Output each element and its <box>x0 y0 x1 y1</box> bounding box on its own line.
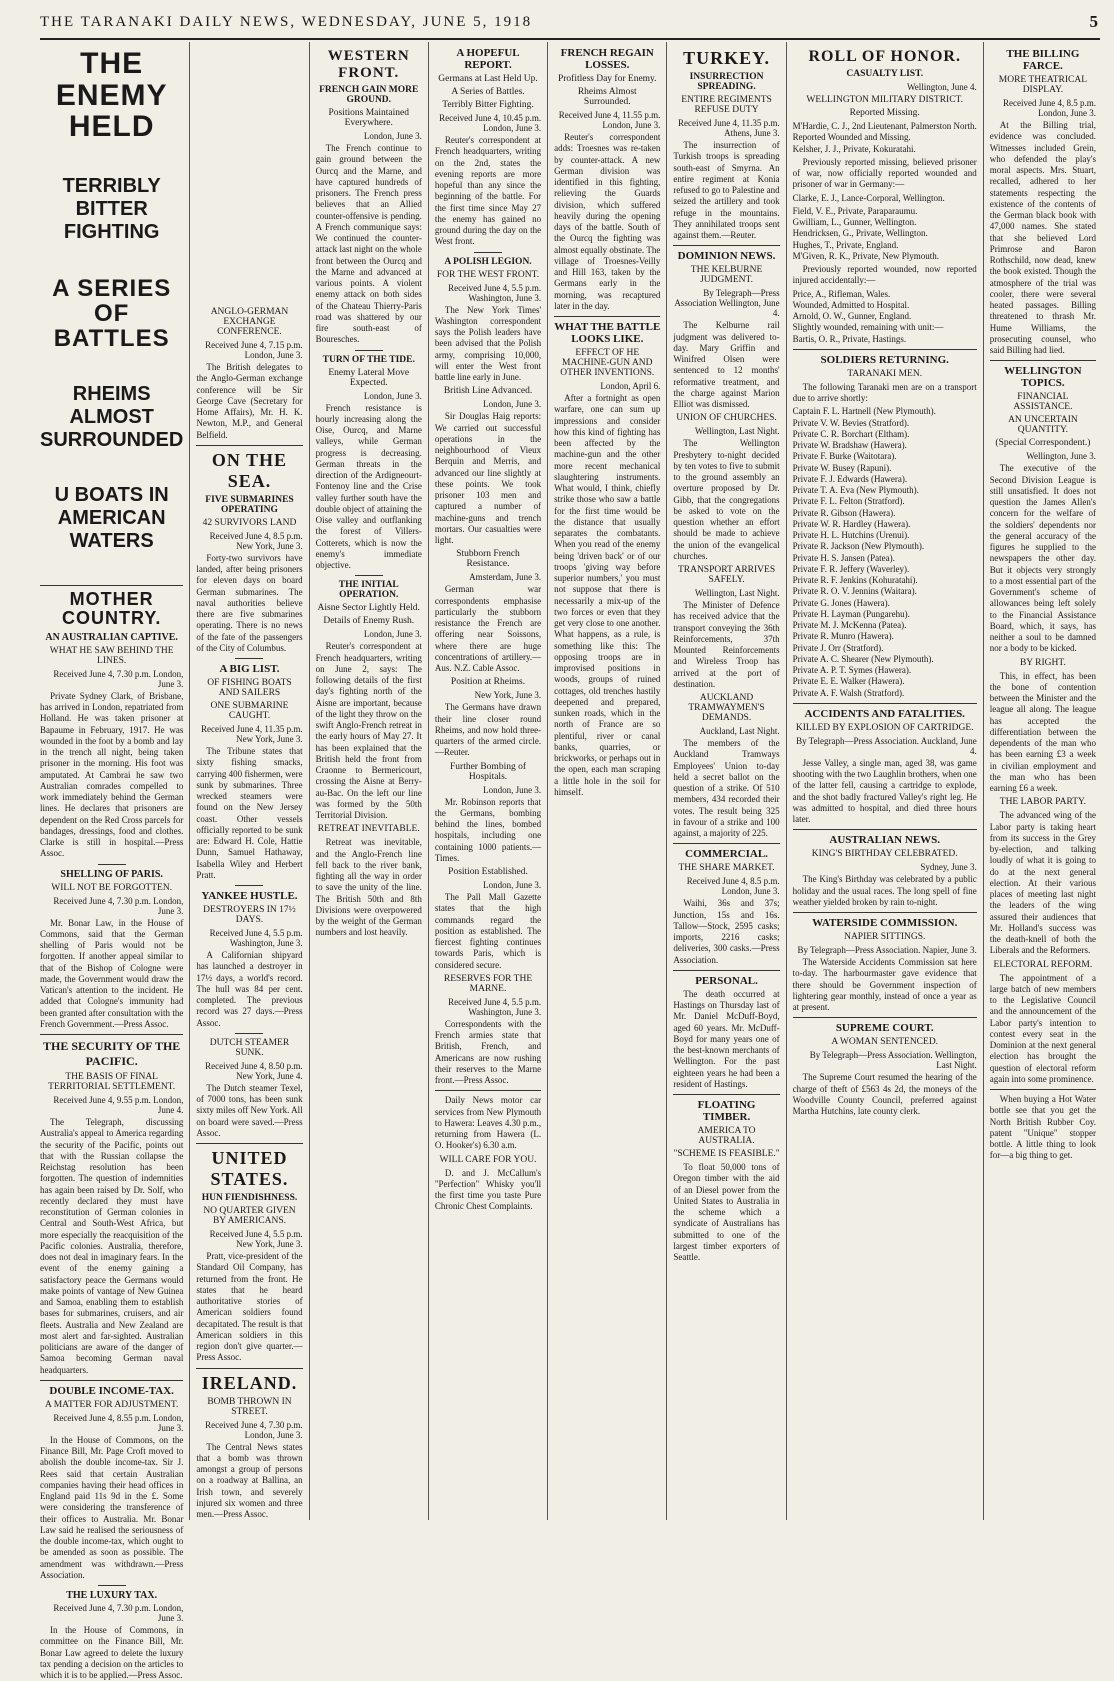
income-body: In the House of Commons, on the Finance Bill, Mr. Page Croft moved to abolish the double income-tax. Sir J. Rees said that certain Australian companies having their head offices in England paid 11s 9d in the £. Some were considering the transference of their offices to Australia. Mr. Bonar Law said he realised the seriousness of the double income-tax, which ought to be amended as soon as possible. The amendment was withdrawn.—Press Association. <box>40 1434 184 1580</box>
supreme-subhead: A WOMAN SENTENCED. <box>831 1037 939 1048</box>
labor-headline: THE LABOR PARTY. <box>999 797 1087 808</box>
tram-body: The members of the Auckland Tramways Employees' Union to-day held a secret ballot on the question of a strike. Of 510 members, 434 recorded their votes. The result being 325 in favour of a strike and 100 against, a majority of 225. <box>673 738 780 838</box>
list-item: Reported Wounded and Missing. <box>792 132 911 143</box>
list-item: Private H. Layman (Pungarehu). <box>792 608 910 619</box>
electoral-headline: ELECTORAL REFORM. <box>993 959 1093 970</box>
hopeful-headline: A HOPEFUL REPORT. <box>456 47 520 71</box>
us-body: Pratt, vice-president of the Standard Oil Company, has returned from the front. He states that he heard authoritative stories of American soldiers found decapitated. The result is that American soldiers in this region don't give quarter.—Press Assoc. <box>196 1251 303 1363</box>
polish-subhead: FOR THE WEST FRONT. <box>436 269 540 280</box>
sea-subhead: FIVE SUBMARINES OPERATING <box>205 494 294 515</box>
waterside-dateline: By Telegraph—Press Association. Napier, June 3. <box>797 945 977 955</box>
list-item: Private R. O. V. Jennins (Waitara). <box>792 586 917 597</box>
page-number: 5 <box>1089 12 1100 31</box>
column-5 <box>547 42 666 1520</box>
electoral-body: The appointment of a large batch of new members to the Legislative Council and the announcement of the Labor party's intention to contest every seat in the Dominion at the next general election has brought the question of electoral reform again into some prominence. <box>989 972 1097 1084</box>
yankee-dateline: Received June 4, 5.5 p.m. Washington, June 3. <box>209 928 303 948</box>
topics-correspondent: (Special Correspondent.) <box>995 438 1091 449</box>
polish-headline: A POLISH LEGION. <box>444 256 532 267</box>
timber-body: To float 50,000 tons of Oregon timber with the aid of an Diesel power from the United States to Australia in the scheme which a syndicate of Australians has submitted to one of the largest timber exporters of Seattle. <box>673 1162 780 1262</box>
kelburne-dateline: By Telegraph—Press Association Wellington, June 4. <box>674 288 780 319</box>
shelling-dateline: Received June 4, 7.30 p.m. London, June 3. <box>53 895 184 916</box>
initial-headline: THE INITIAL OPERATION. <box>338 580 399 601</box>
income-dateline: Received June 4, 8.55 p.m. London, June 3. <box>53 1412 184 1433</box>
hopeful-body: Reuter's correspondent at French headquarters, writing on the 2nd, states the evening reports are more hopeful than any since the beginning of the battle. For the first time since May 27 the enemy has gained no ground during the day on the West front. <box>434 135 542 247</box>
turkey-subhead: INSURRECTION SPREADING. <box>689 72 764 92</box>
transport-body: The Minister of Defence has received advice that the transport conveying the 36th Reinforcements, 37th Mounted Reinforcements and Wireless Troop has arrived at the port of destination. <box>673 600 780 689</box>
stubborn-body: German war correspondents emphasise particularly the stubborn resistance the French are offering near Soissons, where there are huge concentrations of artillery.—Aus. N.Z. Cable Assoc. <box>434 584 542 673</box>
income-subhead: A MATTER FOR ADJUSTMENT. <box>44 1399 179 1410</box>
masthead-title: THE TARANAKI DAILY NEWS, WEDNESDAY, JUNE 5, 1918 <box>40 13 533 30</box>
list-item: Private W. R. Hardley (Hawera). <box>792 518 911 529</box>
prisoners-list <box>793 193 977 204</box>
personal-headline: PERSONAL. <box>695 974 758 987</box>
share-market-dateline: Received June 4, 8.5 p.m. London, June 3. <box>686 876 780 897</box>
prisoners-text: Previously reported missing, believed prisoner of war, now officially reported wounded and prisoner of war in Germany:— <box>792 156 977 190</box>
list-item: Private A. P. T. Symes (Hawera). <box>792 665 912 675</box>
list-item: Clarke, E. J., Lance-Corporal, Wellington. <box>792 192 945 203</box>
pacific-headline: THE SECURITY OF THE PACIFIC. <box>43 1039 181 1069</box>
churches-dateline: Wellington, Last Night. <box>694 426 780 437</box>
advert-body-2: D. and J. McCallum's "Perfection" Whisky you'll the first time you taste Pure Chronic Chest Complaints. <box>434 1167 542 1212</box>
commercial-headline: COMMERCIAL. <box>685 848 768 861</box>
roll-of-honor-headline: ROLL OF HONOR. <box>808 48 961 65</box>
waterside-body: The Waterside Accidents Commission sat here to-day. The harbourmaster gave evidence that there should be Government inspection of lightering gear monthly, instead of once a year as at present. <box>792 957 977 1012</box>
western-front-headline: WESTERN FRONT. <box>327 48 410 81</box>
western-front-subhead-2: Positions Maintained Everywhere. <box>328 108 409 128</box>
established-dateline: London, June 3. <box>483 880 542 890</box>
labor-body: The advanced wing of the Labor party is taking heart from its success in the Grey by-election, and talking loudly of what it is going to do at the next general election. At their various places of meeting last night the leaders of the wing assured their audiences that Mr. Holland's success was the death-knell of both the Liberals and the Reformers. <box>989 810 1097 956</box>
list-item: Private F. J. Edwards (Hawera). <box>792 473 908 484</box>
lead-deck-2: A SERIES OF BATTLES <box>52 274 172 352</box>
aus-subhead: KING'S BIRTHDAY CELEBRATED. <box>811 849 958 860</box>
yankee-subhead: DESTROYERS IN 17½ DAYS. <box>203 905 296 925</box>
turkey-headline: TURKEY. <box>683 48 770 68</box>
list-item: Private R. Jackson (New Plymouth). <box>792 541 925 552</box>
established-headline: Position Established. <box>448 867 528 877</box>
column-2 <box>189 42 308 1520</box>
list-item: Private J. Orr (Stratford). <box>792 642 884 653</box>
list-item: Private F. L. Felton (Stratford). <box>792 496 905 507</box>
masthead <box>40 8 1100 36</box>
turkey-dateline: Received June 4, 11.35 p.m. Athens, June 3. <box>678 118 780 138</box>
list-dateline: Received June 4, 11.35 p.m. New York, June 3. <box>200 724 303 744</box>
polish-body: The New York Times' Washington correspondent says the Polish leaders have been advised that the Polish army, comprising 10,000, will enter the West front battle line early in June. <box>434 304 542 382</box>
initial-subhead: Aisne Sector Lightly Held. <box>317 603 420 614</box>
us-subhead-2: NO QUARTER GIVEN BY AMERICANS. <box>203 1206 296 1226</box>
hopeful-subhead: Germans at Last Held Up. <box>438 74 538 84</box>
battle-looks-subhead: EFFECT OF HE MACHINE-GUN AND OTHER INVENTIONS. <box>560 348 655 378</box>
soldiers-text: The following Taranaki men are on a transport due to arrive shortly: <box>792 381 977 403</box>
right-body: This, in effect, has been the bone of contention between the Minister and the league all along. The league has accepted the differentiation between the dependents of the man who has been earning £3 a week in civilian employment and the man who has been earning £6 a week. <box>989 670 1097 793</box>
dutch-dateline: Received June 4, 8.50 p.m. New York, June 4. <box>205 1060 303 1081</box>
accidents-body: Jesse Valley, a single man, aged 38, was game shooting with the two Laughlin brothers, when one of the latter fell, causing a cartridge to explode, and the shot badly fractured Valley's right leg. He was admitted to hospital, and died three hours later. <box>792 757 977 824</box>
british-body: Sir Douglas Haig reports: We carried out successful operations in the neighbourhood of Vieux Berquin and Merris, and advanced our line slightly at these points. We took prisoner 103 men and captured a number of machine-guns and trench mortars. Our casualties were light. <box>434 411 542 545</box>
yankee-body: A Californian shipyard has launched a destroyer in 17½ days, a world's record. The hull was 84 per cent. completed. The previous record was 27 days.—Press Assoc. <box>196 950 303 1028</box>
list-item: Wounded, Admitted to Hospital. <box>792 299 910 310</box>
french-regain-subhead-2: Rheims Almost Surrounded. <box>577 87 637 107</box>
list-item: Private A. F. Walsh (Stratford). <box>792 687 905 698</box>
dutch-headline: DUTCH STEAMER SUNK. <box>209 1037 290 1058</box>
right-headline: BY RIGHT. <box>1019 657 1066 668</box>
sea-headline: ON THE SEA. <box>211 449 288 491</box>
pacific-dateline: Received June 4, 9.55 p.m. London, June 4. <box>53 1095 184 1116</box>
british-dateline: London, June 3. <box>483 399 542 410</box>
list-headline: A BIG LIST. <box>219 663 280 675</box>
anglo-body: The British delegates to the Anglo-German exchange conference will be Sir George Cave (Secretary for Home Affairs), Mr. H. K. Newton, M.P., and General Belfield. <box>196 362 303 440</box>
luxury-headline: THE LUXURY TAX. <box>66 1590 158 1602</box>
shelling-headline: SHELLING OF PARIS. <box>60 868 163 880</box>
timber-subhead-2: "SCHEME IS FEASIBLE." <box>673 1149 780 1159</box>
shelling-subhead: WILL NOT BE FORGOTTEN. <box>51 882 173 893</box>
column-6 <box>666 42 785 1520</box>
topics-subhead: FINANCIAL ASSISTANCE. <box>1013 392 1073 413</box>
waterside-subhead: NAPIER SITTINGS. <box>844 932 926 942</box>
luxury-body: In the House of Commons, in committee on the Finance Bill, Mr. Bonar Law agreed to delete the luxury tax pending a decision on the articles to which it is to be applied.—Press Assoc. <box>40 1625 184 1681</box>
french-regain-subhead: Profitless Day for Enemy. <box>557 74 657 84</box>
casualty-subhead: CASUALTY LIST. <box>846 69 924 79</box>
us-subhead: HUN FIENDISHNESS. <box>201 1193 298 1203</box>
list-item: Price, A., Rifleman, Wales. <box>792 288 891 299</box>
prisoners-list-2 <box>793 206 977 262</box>
accidents-headline: ACCIDENTS AND FATALITIES. <box>804 707 965 720</box>
list-item: Private F. Burke (Waitotara). <box>792 451 897 462</box>
list-item: Private W. Busey (Rapuni). <box>792 462 892 473</box>
billing-subhead: MORE THEATRICAL DISPLAY. <box>998 75 1088 95</box>
churches-headline: UNION OF CHURCHES. <box>676 413 777 424</box>
list-item: Field, V. E., Private, Paraparaumu. <box>792 205 918 216</box>
ireland-body: The Central News states that a bomb was thrown amongst a group of persons on a roadway at Ballina, an Irish town, and severely injured six women and three men.—Press Assoc. <box>196 1441 303 1519</box>
column-7 <box>786 42 983 1520</box>
topics-subhead-2: AN UNCERTAIN QUANTITY. <box>1008 415 1078 436</box>
captive-body: Private Sydney Clark, of Brisbane, has arrived in London, repatriated from Holland. He was taken prisoner at Bapaume in February, 1917. He was wounded in the foot by a bomb and lay in the trench all night, being taken prisoner in the morning. His foot was amputated. At Cambrai he saw two Australian comrades compelled to work immediately behind the German lines. He declares that prisoners are dependent on the Red Cross parcels for bandages, dressings, food and clothes. Clarke is still in hospital.—Press Assoc. <box>40 690 184 859</box>
hospitals-headline: Further Bombing of Hospitals. <box>450 761 526 782</box>
dutch-body: The Dutch steamer Texel, of 7000 tons, has been sunk sixty miles off New York. All on board were saved.—Press Assoc. <box>196 1082 303 1138</box>
french-regain-body: Reuter's correspondent adds: Troesnes was re-taken by counter-attack. A new German division was identified in this fighting, relieving the Guards division, which suffered heavily during the opening days of the battle. South of the Ourcq the fighting was almost equally obstinate. The village of Troesnes-Veilly and Hill 163, taken by the Germans early in the morning, was recaptured later in the day. <box>554 132 661 311</box>
list-item: Slightly wounded, remaining with unit:— <box>792 322 944 333</box>
list-item: Private E. E. Walker (Hawera). <box>792 676 905 687</box>
masthead-rule <box>40 38 1100 40</box>
billing-dateline: Received June 4, 8.5 p.m. London, June 3. <box>1003 98 1097 118</box>
captive-dateline: Received June 4, 7.30 p.m. London, June 3. <box>53 668 184 689</box>
billing-headline: THE BILLING FARCE. <box>1006 48 1080 72</box>
sea-body: Forty-two survivors have landed, after being prisoners for eleven days on board German submarines. The naval authorities believe there are five submarines operating. There is no news of the fate of the passengers of the City of Columbus. <box>196 552 303 653</box>
battle-looks-headline: WHAT THE BATTLE LOOKS LIKE. <box>554 321 661 345</box>
income-headline: DOUBLE INCOME-TAX. <box>49 1384 174 1397</box>
topics-body: The executive of the Second Division League is still unsatisfied. It does not question the James Allen's concern for the welfare of the soldiers' dependents nor the general accuracy of the figures he supplied to the newspapers the other day. But it objects very strongly to a most essential part of the Government's scheme of allowances being left solely to the Financial Assistance Board, which, it says, has neither a soul to be damned nor a body to be kicked. <box>989 463 1097 654</box>
list-item: Private V. W. Bevies (Stratford). <box>792 417 910 428</box>
us-headline: UNITED STATES. <box>210 1148 289 1189</box>
column-8 <box>983 42 1102 1520</box>
aus-dateline: Sydney, June 3. <box>920 862 977 873</box>
hopeful-subhead-3: Terribly Bitter Fighting. <box>442 100 534 110</box>
list-item: Private M. J. McKenna (Patea). <box>792 620 907 630</box>
list-subhead: OF FISHING BOATS AND SAILERS <box>207 678 292 698</box>
personal-body: The death occurred at Hastings on Thursday last of Mr. Daniel McDuff-Boyd, aged 60 years. Mr. McDuff-Boyd for many years one of the best-known merchants of Wellington. For the past eighteen years he had been a resident of Hastings. <box>673 988 780 1089</box>
billing-body: At the Billing trial, evidence was concluded. Witnesses included Grein, who defended the play's moral aspects. Mrs. Stuart, recalled, adhered to her statements respecting the existence of the contents of the German black book with 47,000 names. She stated that she believed Lord Primrose and Baron Rothschild, now dead, knew the book existed. Though the atmosphere of the trial was cooler, there were several heated passages. Billing threatened to thrash Mr. Hume Williams, the prosecuting counsel, who said Billing had lied. <box>989 120 1097 355</box>
pacific-body: The Telegraph, discussing Australia's appeal to America regarding the security of the Pacific, points out that with the Russian collapse the Reichstag resolution has been forgotten. The question of indemnities has again been raised by Dr. Solf, who recently declared they must have reconstitution of German colonies in Central and South-West Africa, but more especially the reacquisition of the Pacific colonies. Australia, therefore, does not deal in imaginary fears. In the event of the enemy gaining a satisfactory peace the Germans would make points of vantage of New Guinea and Samoa, enabling them to establish bases for submarines, cruisers, and air fleets. Australia and New Zealand are most alert and far-sighted. Australian politicians are aware of the danger of Samoa becoming German naval headquarters. <box>40 1117 184 1375</box>
stubborn-dateline: Amsterdam, June 3. <box>469 572 542 583</box>
western-front-body: The French continue to gain ground between the Ourcq and the Marne, and have captured hundreds of prisoners. The French press believes that an Allied counter-offensive is pending. A French communique says: We continued the counter-attack last night on the whole front between the Ourcq and the Marne and advanced at various points. A violent enemy attack on both sides of the Chateau Thierry-Paris road was shattered by our fire south-east of Bouresches. <box>315 143 422 345</box>
supreme-headline: SUPREME COURT. <box>835 1022 934 1035</box>
list-item: Private R. Munro (Hawera). <box>792 631 894 642</box>
battle-looks-body: After a fortnight as open warfare, one can sum up impressions and consider how this kind of fighting has been affected by the machine-gun and the other more recent mechanical slaughtering instruments. What would, I think, chiefly strike those who saw a battle for the first time would be the distance that usually separates the combatants. When you read of the enemy being 'driven back' or of our troops 'giving way before superior numbers,' you must not suppose that there is necessarily a mix-up of the two forces or even that they get very close to one another. What happens, as a rule, is something like this: The opposing troops are in improvised positions in woods, groups of ruined cottages, old trenches hastily deepened and prepared, sunken roads, which in the north of France are so plentiful, river or canal banks, quarries, or brickworks, or perhaps out in the open, each man scraping a little hole in the soil for himself. <box>554 393 661 797</box>
aus-body: The King's Birthday was celebrated by a public holiday and the usual races. The long spell of fine weather yielded broken by rain to-night. <box>792 874 977 907</box>
lead-deck-3: RHEIMS ALMOST SURROUNDED <box>40 383 184 452</box>
hospitals-dateline: London, June 3. <box>483 784 542 795</box>
captive-headline: AN AUSTRALIAN CAPTIVE. <box>45 631 178 643</box>
list-item: M'Given, R. K., Private, New Plymouth. <box>792 250 940 261</box>
share-market-headline: THE SHARE MARKET. <box>678 863 775 874</box>
initial-subhead-2: Details of Enemy Rush. <box>323 616 415 627</box>
district-subhead: WELLINGTON MILITARY DISTRICT. <box>806 95 964 105</box>
accidents-subhead: KILLED BY EXPLOSION OF CARTRIDGE. <box>795 722 974 733</box>
column-1 <box>40 42 189 1681</box>
list-item: Private H. S. Jansen (Patea). <box>792 552 895 563</box>
lead-deck-4: U BOATS IN AMERICAN WATERS <box>54 484 169 553</box>
reserves-dateline: Received June 4, 5.5 p.m. Washington, June 3. <box>448 996 542 1017</box>
list-item: M'Hardie, C. J., 2nd Lieutenant, Palmerston North. <box>792 121 977 131</box>
pacific-subhead: THE BASIS OF FINAL TERRITORIAL SETTLEMENT. <box>48 1072 176 1093</box>
accidents-dateline: By Telegraph—Press Association. Auckland, June 4. <box>796 735 977 756</box>
retreat-headline: RETREAT INEVITABLE. <box>317 824 420 835</box>
established-body: The Pall Mall Gazette states that the high commands regard the position as established. The fiercest fighting continues towards Paris, which is considered secure. <box>434 892 542 970</box>
polish-dateline: Received June 4, 5.5 p.m. Washington, June 3. <box>448 282 542 303</box>
list-item: Hughes, T., Private, England. <box>792 239 899 250</box>
kelburne-headline: THE KELBURNE JUDGMENT. <box>690 265 763 286</box>
retreat-body: Retreat was inevitable, and the Anglo-French line fell back to the river bank, fighting all the way in order to save the unity of the line. The British 50th and 8th Divisions were overpowered by the weight of the German numbers and lost heavily. <box>315 837 422 938</box>
rheims-headline: Position at Rheims. <box>450 677 526 688</box>
list-item: Private C. R. Borchart (Eltham). <box>792 428 910 439</box>
reserves-body: Correspondents with the French armies state that British, French, and Americans are now rushing their reserves to the Marne front.—Press Assoc. <box>434 1018 542 1085</box>
tram-headline: AUCKLAND TRAMWAYMEN'S DEMANDS. <box>688 693 765 723</box>
tide-subhead: Enemy Lateral Move Expected. <box>328 367 410 388</box>
wounded-list <box>793 289 977 345</box>
advert-headline: WILL CARE FOR YOU. <box>439 1154 537 1165</box>
aus-headline: AUSTRALIAN NEWS. <box>829 834 941 847</box>
kelburne-body: The Kelburne rail judgment was delivered to-day. Mary Griffin and Winifred Olsen were sentenced to 12 months' reformative treatment, and the charge against Marion Elliot was dismissed. <box>673 320 780 409</box>
rheims-dateline: New York, June 3. <box>474 690 542 701</box>
us-dateline: Received June 4, 5.5 p.m. New York, June 3. <box>209 1229 303 1249</box>
waterside-headline: WATERSIDE COMMISSION. <box>812 917 958 929</box>
western-front-dateline: London, June 3. <box>363 131 422 141</box>
list-item: Private T. A. Eva (New Plymouth). <box>792 485 919 495</box>
list-item: Private F. R. Jeffery (Waverley). <box>792 563 910 574</box>
list-subhead-2: ONE SUBMARINE CAUGHT. <box>210 701 289 721</box>
columns <box>40 42 1102 1681</box>
section-mother-country: MOTHER COUNTRY. <box>62 589 162 628</box>
dominion-headline: DOMINION NEWS. <box>677 250 776 263</box>
soldiers-headline: SOLDIERS RETURNING. <box>820 353 949 366</box>
hopeful-dateline: Received June 4, 10.45 p.m. London, June 3. <box>439 113 542 133</box>
turkey-body: The insurrection of Turkish troops is spreading south-east of Smyrna. An entire regiment at Konia refused to go to Palestine and seized the artillery and took refuge in the mountains. They annihilated troops sent against them.—Reuter. <box>673 140 780 240</box>
sea-subhead-2: 42 SURVIVORS LAND <box>202 517 297 528</box>
lead-headline: THE ENEMY HELD <box>55 47 168 143</box>
transport-headline: TRANSPORT ARRIVES SAFELY. <box>677 565 776 585</box>
captive-subhead: WHAT HE SAW BEHIND THE LINES. <box>49 645 174 666</box>
anglo-headline: ANGLO-GERMAN EXCHANGE CONFERENCE. <box>210 307 289 337</box>
luxury-dateline: Received June 4, 7.30 p.m. London, June 3. <box>53 1603 184 1624</box>
tide-headline: TURN OF THE TIDE. <box>322 354 415 365</box>
advert-body: Daily News motor car services from New Plymouth to Hawera: Leaves 4.30 p.m., returning from Hawera (L. O. Hooker's) 6.30 a.m. <box>434 1095 542 1151</box>
yankee-headline: YANKEE HUSTLE. <box>201 890 298 902</box>
missing-list <box>793 121 977 155</box>
tide-body: French resistance is hourly increasing along the Oise, Ourcq, and Marne valleys, while German progress is decreasing. German threats in the direction of the Ardigneourt-Fontenoy line and the Crise valley further south have the double object of attaining the Oise valley and outflanking the forest of Villers-Cotterets, which is now the enemy's immediate objective. <box>315 402 422 570</box>
list-body: The Tribune states that sixty fishing smacks, carrying 400 fishermen, were sunk by submarines. Three wrecked steamers were found on the New Jersey coast. Other vessels officially reported to be sunk are: Edward H. Cole, Hattie Dunn, Samuel Hathaway, Isabella Wiley and Herbert Pratt. <box>196 746 303 880</box>
list-item: Hendricksen, G., Private, Wellington. <box>792 228 928 239</box>
hospitals-body: Mr. Robinson reports that the Germans, bombing behind the lines, bombed hospitals, including one containing 1000 patients.—Times. <box>434 796 542 863</box>
reserves-headline: RESERVES FOR THE MARNE. <box>443 973 533 994</box>
column-3 <box>309 42 428 1520</box>
casualty-dateline: Wellington, June 4. <box>906 82 977 92</box>
western-front-subhead: FRENCH GAIN MORE GROUND. <box>319 85 419 105</box>
list-item: Private R. F. Jenkins (Kohuratahi). <box>792 575 918 585</box>
lead-deck-1: TERRIBLY BITTER FIGHTING <box>62 174 161 243</box>
list-item: Private R. Gibson (Hawera). <box>792 507 896 518</box>
british-headline: British Line Advanced. <box>443 386 533 397</box>
list-item: Captain F. L. Hartnell (New Plymouth). <box>792 406 936 417</box>
timber-headline: FLOATING TIMBER. <box>697 1099 756 1123</box>
reported-missing-label: Reported Missing. <box>849 108 920 118</box>
initial-dateline: London, June 3. <box>363 629 422 640</box>
tide-dateline: London, June 3. <box>363 390 422 401</box>
anglo-dateline: Received June 4, 7.15 p.m. London, June 3. <box>205 340 303 360</box>
french-regain-dateline: Received June 4, 11.55 p.m. London, June 3. <box>558 110 661 130</box>
tram-dateline: Auckland, Last Night. <box>699 726 780 736</box>
list-item: Bartis, O. R., Private, Hastings. <box>792 333 907 344</box>
wounded-text: Previously reported wounded, now reported injured accidentally:— <box>792 264 977 286</box>
timber-subhead: AMERICA TO AUSTRALIA. <box>697 1126 756 1146</box>
list-item: Private G. Jones (Hawera). <box>792 597 890 608</box>
closing-advert-body: When buying a Hot Water bottle see that you get the North British Rubber Coy. patent "Unique" stopper bottle. A little thing to look for—a big thing to get. <box>989 1094 1097 1161</box>
topics-headline: WELLINGTON TOPICS. <box>1004 365 1082 390</box>
rheims-body: The Germans have drawn their line closer round Rheims, and now hold three-quarters of the armed circle.—Reuter. <box>434 702 542 758</box>
list-item: Private W. Bradshaw (Hawera). <box>792 440 907 450</box>
stubborn-headline: Stubborn French Resistance. <box>456 549 520 570</box>
soldiers-subhead: TARANAKI MEN. <box>847 368 923 379</box>
soldiers-list <box>793 406 977 699</box>
list-item: Kelsher, J. J., Private, Kokuratahi. <box>792 143 916 154</box>
topics-dateline: Wellington, June 3. <box>1026 451 1097 462</box>
list-item: Private A. C. Shearer (New Plymouth). <box>792 653 934 664</box>
share-market-body: Waihi, 36s and 37s; Junction, 15s and 16s. Tallow—Stock, 2595 casks; imports, 2216 casks; deliveries, 300 casks.—Press Association. <box>673 898 780 965</box>
list-item: Private H. L. Hutchins (Urenui). <box>792 530 910 540</box>
french-regain-headline: FRENCH REGAIN LOSSES. <box>560 47 654 71</box>
transport-dateline: Wellington, Last Night. <box>694 588 780 598</box>
ireland-headline: IRELAND. <box>201 1372 298 1393</box>
ireland-dateline: Received June 4, 7.30 p.m. London, June 3. <box>205 1419 303 1440</box>
hopeful-subhead-2: A Series of Battles. <box>451 87 525 97</box>
supreme-body: The Supreme Court resumed the hearing of the charge of theft of £563 4s 2d, the moneys of the Woodville County Council, preferred against Martha Hutchins, late county clerk. <box>792 1072 977 1116</box>
list-item: Gwilliam, L., Gunner, Wellington. <box>792 217 917 227</box>
supreme-dateline: By Telegraph—Press Association. Wellington, Last Night. <box>809 1050 977 1071</box>
turkey-subhead-2: ENTIRE REGIMENTS REFUSE DUTY <box>681 95 772 115</box>
sea-dateline: Received June 4, 8.5 p.m. New York, June 3. <box>209 530 303 551</box>
battle-looks-dateline: London, April 6. <box>600 381 661 391</box>
ireland-subhead: BOMB THROWN IN STREET. <box>207 1396 292 1417</box>
churches-body: The Wellington Presbytery to-night decided by ten votes to five to submit to the ground assembly an overture proposed by Dr. Gibb, that the congregations be asked to vote on the question whether an effort should be made to achieve the union of the evangelical churches. <box>673 438 780 561</box>
column-4 <box>428 42 547 1520</box>
shelling-body: Mr. Bonar Law, in the House of Commons, said that the German shelling of Paris would not be forgotten. If another appeal similar to that of the Bishop of Cologne were made, the Government would draw the Vatican's attention to the incident. He added that Cologne's immunity had been granted after consultation with the French Government.—Press Assoc. <box>40 917 184 1029</box>
list-item: Arnold, O. W., Gunner, England. <box>792 311 912 321</box>
initial-body: Reuter's correspondent at French headquarters, writing on June 2, says: The following details of the first day's fighting north of the Aisne are important, because of the light they throw on the swift Anglo-French retreat in the early hours of May 27. It has been explained that the British held the front from Craonne to Bermericourt, crossing the Aisne at Berry-au-Bac. On the left our line was formed by the 50th Territorial Division. <box>315 641 422 820</box>
